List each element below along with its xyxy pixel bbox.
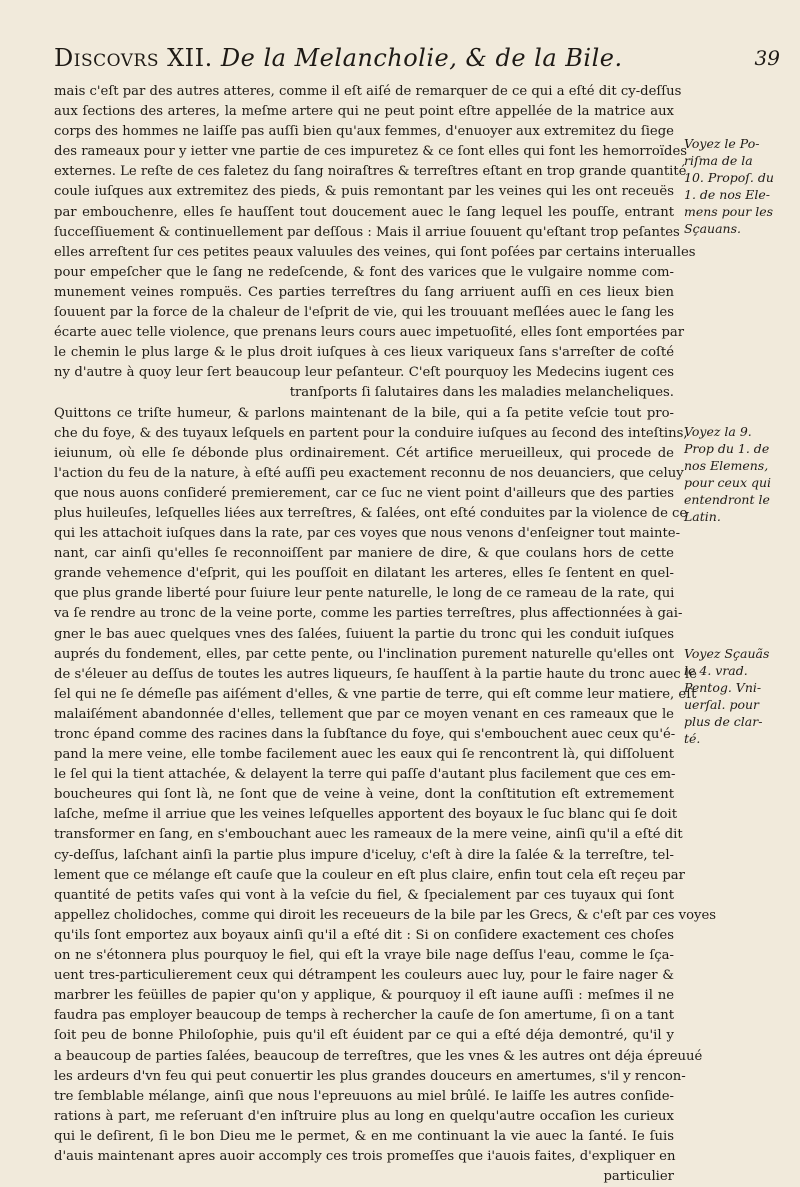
margin-note-line: Sçauans. (684, 221, 741, 236)
text-line: tre ſemblable mélange, ainſi que nous l'epreuuons au miel brûlé. Ie laiſſe les autres conſide- (54, 1088, 674, 1104)
margin-note-line: entendront le (684, 492, 770, 507)
text-line: faudra pas employer beaucoup de temps à rechercher la cauſe de ſon amertume, ſi on a tant (54, 1008, 674, 1024)
margin-note-line: Voyez Sçauãs (684, 646, 770, 661)
text-line: Quittons ce triſte humeur, & parlons maintenant de la bile, qui a ſa petite veſcie tout pro- (54, 405, 674, 421)
text-line: aux ſections des arteres, la meſme artere qui ne peut point eſtre appellée de la matrice aux (54, 104, 674, 120)
text-line: quantité de petits vaſes qui vont à la veſcie du fiel, & ſpecialement par ces tuyaux qui ſont (54, 887, 674, 903)
text-line: mais c'eſt par des autres atteres, comme il eſt aiſé de remarquer de ce qui a eſté dit cy-deſſus (54, 84, 682, 99)
text-line: transformer en ſang, en s'embouchant auec les rameaux de la mere veine, ainſi qu'il a eſté dit (54, 827, 683, 843)
text-line: externes. Le reſte de ces faletez du ſang noiraſtres & terreſtres eſtant en trop grande quantité (54, 164, 687, 180)
margin-note-2 (684, 423, 792, 525)
text-line: le ſel qui la tient attachée, & delayent la terre qui paſſe d'autant plus facilement que ces em- (54, 767, 676, 783)
text-line: elles arreſtent ſur ces petites peaux valuules des veines, qui ſont poſées par certains interualles (54, 244, 696, 260)
text-line: rations à part, me reſeruant d'en inſtruire plus au long en quelqu'autre occaſion les curieux (54, 1108, 674, 1124)
text-line: cy-deſſus, laſchant ainſi la partie plus impure d'iceluy, c'eſt à dire la ſalée & la terreſtre, tel- (54, 847, 674, 863)
margin-note-line: Voyez la 9. (684, 424, 752, 439)
text-line: tronc épand comme des racines dans la ſubſtance du foye, qui s'embouchent auec ceux qu'é- (54, 727, 676, 742)
margin-note-line: Voyez le Po- (684, 136, 760, 151)
discourse-subject: De la Melancholie, & de la Bile. (220, 44, 623, 72)
running-title (54, 44, 623, 72)
text-line: auprés du fondement, elles, par cette pente, ou l'inclination purement naturelle qu'elles ont (54, 646, 674, 662)
text-line: che du foye, & des tuyaux leſquels en partent pour la conduire iuſques au ſecond des inteſtins, (54, 425, 688, 441)
text-line: ſoit peu de bonne Philoſophie, puis qu'il eſt éuident par ce qui a eſté déja demontré, qu'il y (54, 1028, 674, 1044)
margin-note-line: Prop du 1. de (684, 441, 770, 456)
text-line: on ne s'étonnera plus pourquoy le fiel, qui eſt la vraye bile nage deſſus l'eau, comme le ſça- (54, 948, 674, 964)
text-line: d'auis maintenant apres auoir accomply ces trois promeſſes que i'auois faites, d'expliquer en (54, 1148, 676, 1164)
text-line: l'action du feu de la nature, à eſté auſſi peu exactement reconnu de nos deuanciers, que celuy (54, 465, 684, 481)
discourse-number: Discovrs XII. (54, 44, 213, 72)
text-line: particulier (603, 1169, 674, 1185)
margin-note-line: mens pour les (684, 204, 774, 219)
text-line: pand la mere veine, elle tombe facilement auec les eaux qui ſe rencontrent là, qui diſſoluent (54, 747, 674, 763)
text-line: le chemin le plus large & le plus droit iuſques à ces lieux variqueux ſans s'arreſter de coſté (54, 345, 674, 361)
text-line: grande vehemence d'eſprit, qui les pouſſoit en dilatant les arteres, elles ſe ſentent en quel- (54, 566, 674, 582)
text-line: appellez cholidoches, comme qui diroit les receueurs de la bile par les Grecs, & c'eſt par ces voyes (54, 907, 717, 923)
margin-note-line: Pentog. Vni- (684, 680, 762, 695)
text-line: uent tres-particulierement ceux qui détrampent les couleurs auec luy, pour le faire nager & (54, 968, 674, 984)
running-header (54, 40, 780, 80)
text-line: gner le bas auec quelques vnes des ſalées, ſuiuent la partie du tronc qui les conduit iuſques (54, 626, 674, 642)
text-line: ny d'autre à quoy leur ſert beaucoup leur peſanteur. C'eſt pourquoy les Medecins iugent ces (54, 365, 674, 381)
margin-note-line: 1. de nos Ele- (684, 187, 770, 202)
margin-note-line: riſma de la (684, 153, 753, 168)
margin-note-1 (684, 135, 792, 237)
margin-note-line: té. (684, 731, 701, 746)
text-line: boucheures qui ſont là, ne ſont que de veine à veine, dont la conſtitution eſt extremement (54, 787, 674, 803)
margin-note-line: le 4. vrad. (684, 663, 748, 678)
text-line: malaiſément abandonnée d'elles, tellement que par ce moyen venant en ces rameaux que le (54, 706, 674, 722)
text-line: ſouuent par la force de la chaleur de l'eſprit de vie, qui les trouuant meſlées auec le ſang les (54, 305, 674, 321)
text-line: ſucceſſiuement & continuellement par deſſous : Mais il arriue ſouuent qu'eſtant trop peſantes (54, 224, 680, 240)
margin-note-line: pour ceux qui (684, 475, 772, 490)
text-line: marbrer les feüilles de papier qu'on y applique, & pourquoy il eſt iaune auſſi : meſmes il ne (54, 988, 674, 1004)
margin-note-line: Latin. (684, 509, 721, 524)
margin-note-line: 10. Propoſ. du (684, 170, 774, 185)
text-line: écarte auec telle violence, que prenans leurs cours auec impetuoſité, elles ſont emportées par (54, 325, 685, 341)
text-line: laſche, meſme il arriue que les veines leſquelles apportent des boyaux le ſuc blanc qui ſe doit (54, 807, 677, 823)
text-line: ſel qui ne ſe démeſle pas aiſément d'elles, & vne partie de terre, qui eſt comme leur matiere, eſt (54, 686, 697, 702)
text-line: pour empeſcher que le ſang ne redeſcende, & font des varices que le vulgaire nomme com- (54, 264, 674, 280)
text-line: ieiunum, où elle ſe débonde plus ordinairement. Cét artifice merueilleux, qui procede de (54, 445, 674, 461)
page-number: 39 (754, 46, 780, 70)
margin-note-line: plus de clar- (684, 714, 763, 729)
text-line: de s'éleuer au deſſus de toutes les autres liqueurs, ſe hauſſent à la partie haute du tronc auec le (54, 666, 697, 682)
text-line: qu'ils ſont emportez aux boyaux ainſi qu'il a eſté dit : Si on conſidere exactement ces choſes (54, 927, 674, 943)
text-line: corps des hommes ne laiſſe pas auſſi bien qu'aux femmes, d'enuoyer aux extremitez du ſiege (54, 124, 674, 140)
text-line: va ſe rendre au tronc de la veine porte, comme les parties terreſtres, plus affectionnées à gai- (54, 606, 683, 622)
text-line: que nous auons conſideré premierement, car ce ſuc ne vient point d'ailleurs que des parties (54, 485, 674, 501)
text-line: lement que ce mélange eſt cauſe que la couleur en eſt plus claire, enfin tout cela eſt reçeu par (54, 867, 685, 883)
text-line: coule iuſques aux extremitez des pieds, & puis remontant par les veines qui les ont receuës (54, 184, 674, 200)
text-line: par embouchenre, elles ſe hauſſent tout doucement auec le ſang lequel les pouſſe, entrant (54, 204, 674, 220)
text-line: tranſports ſi ſalutaires dans les maladies melancheliques. (289, 385, 674, 401)
text-line: plus huileuſes, leſquelles liées aux terreſtres, & ſalées, ont eſté conduites par la violence de ce (54, 505, 688, 521)
margin-note-line: nos Elemens, (684, 458, 769, 473)
margin-note-line: uerſal. pour (684, 697, 759, 712)
text-line: des rameaux pour y ietter vne partie de ces impuretez & ce ſont elles qui font les hemorroïdes (54, 144, 688, 160)
text-line: a beaucoup de parties ſalées, beaucoup de terreſtres, que les vnes & les autres ont déja épreuué (54, 1048, 703, 1064)
margin-note-3 (684, 645, 792, 747)
text-line: nant, car ainſi qu'elles ſe reconnoiſſent par maniere de dire, & que coulans hors de cette (54, 546, 674, 562)
text-line: qui les attachoit iuſques dans la rate, par ces voyes que nous venons d'enſeigner tout mainte- (54, 526, 681, 542)
text-line: les ardeurs d'vn feu qui peut conuertir les plus grandes douceurs en amertumes, s'il y rencon- (54, 1068, 686, 1084)
text-line: qui le deſirent, ſi le bon Dieu me le permet, & en me continuant la vie auec la ſanté. Ie ſuis (54, 1128, 674, 1144)
text-line: que plus grande liberté pour ſuiure leur pente naturelle, le long de ce rameau de la rate, qui (54, 586, 675, 602)
text-line: munement veines rompuës. Ces parties terreſtres du ſang arriuent auſſi en ces lieux bien (54, 284, 674, 300)
